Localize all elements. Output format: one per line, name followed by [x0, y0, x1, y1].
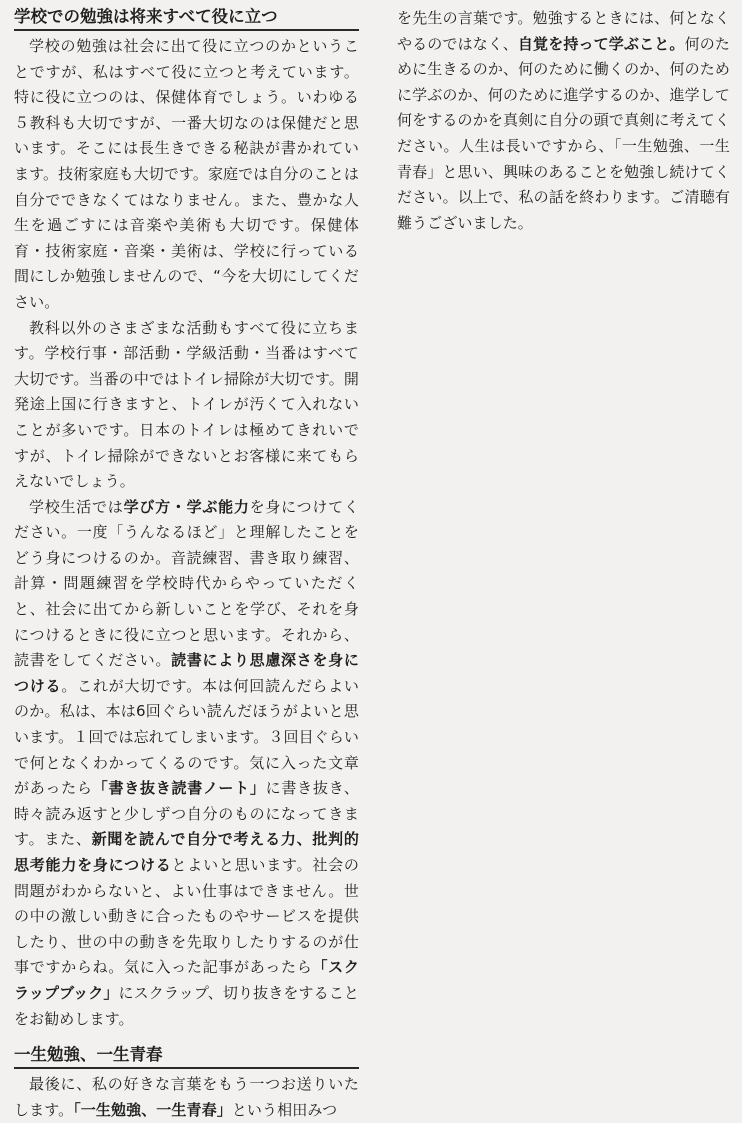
emphasis-self-awareness: 自覚を持って学ぶこと。: [517, 34, 685, 53]
emphasis-critical-thinking: 新聞を読んで自分で考える力、批判的思考能力を身につける: [14, 830, 359, 874]
text-run: 学校生活では: [29, 497, 124, 516]
section-heading-study-useful: 学校での勉強は将来すべて役に立つ: [14, 6, 359, 31]
text-run: 何のために生きるのか、何のために働くのか、何のために学ぶのか、何のために進学するのか、進学して何をするのかを真剣に自分の頭で真剣に考えてください。人生は長いですから、「一生勉強、一生青春」と思い、興味のあることを勉強し続けてください。以上で、私の話を終わります。ご清聴有難うございました。: [397, 34, 730, 232]
emphasis-reading: 読書により思慮深さを身につける: [14, 651, 359, 695]
paragraph-subjects: 学校の勉強は社会に出て役に立つのかということですが、私はすべて役に立つと考えています。特に役に立つのは、保健体育でしょう。いわゆる５教科も大切ですが、一番大切なのは保健だと思います。そこには長生きできる秘訣が書かれています。技術家庭も大切です。家庭では自分のことは自分でできなくてはなりません。また、豊かな人生を過ごすには音楽や美術も大切です。保健体育・技術家庭・音楽・美術は、学校に行っている間にしか勉強しませんので、“今を大切にしてください。: [14, 37, 359, 311]
emphasis-scrapbook: 「スクラップブック」: [14, 958, 359, 1002]
text-run: 。これが大切です。本は何回読んだらよいのか。私は、本は6回ぐらい読んだほうがよいと思います。１回では忘れてしまいます。３回目ぐらいで何となくわかってくるのです。気に入った文章があったら: [14, 676, 360, 798]
text-run: という相田みつ: [231, 1100, 338, 1119]
paragraph-learning-methods: [14, 495, 359, 1032]
text-run: に書き抜き、時々読み返すと少しずつ自分のものになってきます。また、: [14, 779, 359, 849]
emphasis-reading-notebook: 「書き抜き読書ノート」: [92, 779, 266, 798]
left-column: [14, 6, 359, 1123]
text-run: を身につけてください。一度「うんなるほど」と理解したことをどう身につけるのか。音読練習、書き取り練習、計算・問題練習を学校時代からやっていただくと、社会に出てから新しいことを学び、それを身につけるときに役に立つと思います。それから、読書をしてください。: [14, 497, 359, 670]
section-heading-lifelong-learning: 一生勉強、一生青春: [14, 1044, 359, 1069]
paragraph-activities: 教科以外のさまざまな活動もすべて役に立ちます。学校行事・部活動・学級活動・当番はすべて大切です。当番の中ではトイレ掃除が大切です。開発途上国に行きますと、トイレが汚くて入れないことが多いです。日本のトイレは極めてきれいですが、トイレ掃除ができないとお客様に来てもらえないでしょう。: [14, 318, 359, 491]
text-run: にスクラップ、切り抜きをすることをお勧めします。: [14, 983, 359, 1028]
right-column: [397, 6, 730, 236]
paragraph-closing-start: [14, 1072, 359, 1123]
text-run: とよいと思います。社会の問題がわからないと、よい仕事はできません。世の中の激しい動きに合ったものやサービスを提供したり、世の中の動きを先取りしたりするのが仕事ですからね。気に入った記事があったら: [14, 856, 359, 977]
emphasis-motto: 「一生勉強、一生青春」: [73, 1100, 232, 1119]
text-run: 最後に、私の好きな言葉をもう一つお送りいたします。: [14, 1075, 359, 1119]
paragraph-closing-continued: [397, 6, 730, 236]
emphasis-learning-ability: 学び方・学ぶ能力: [123, 497, 250, 516]
text-run: を先生の言葉です。勉強するときには、何となくやるのではなく、: [397, 9, 730, 53]
